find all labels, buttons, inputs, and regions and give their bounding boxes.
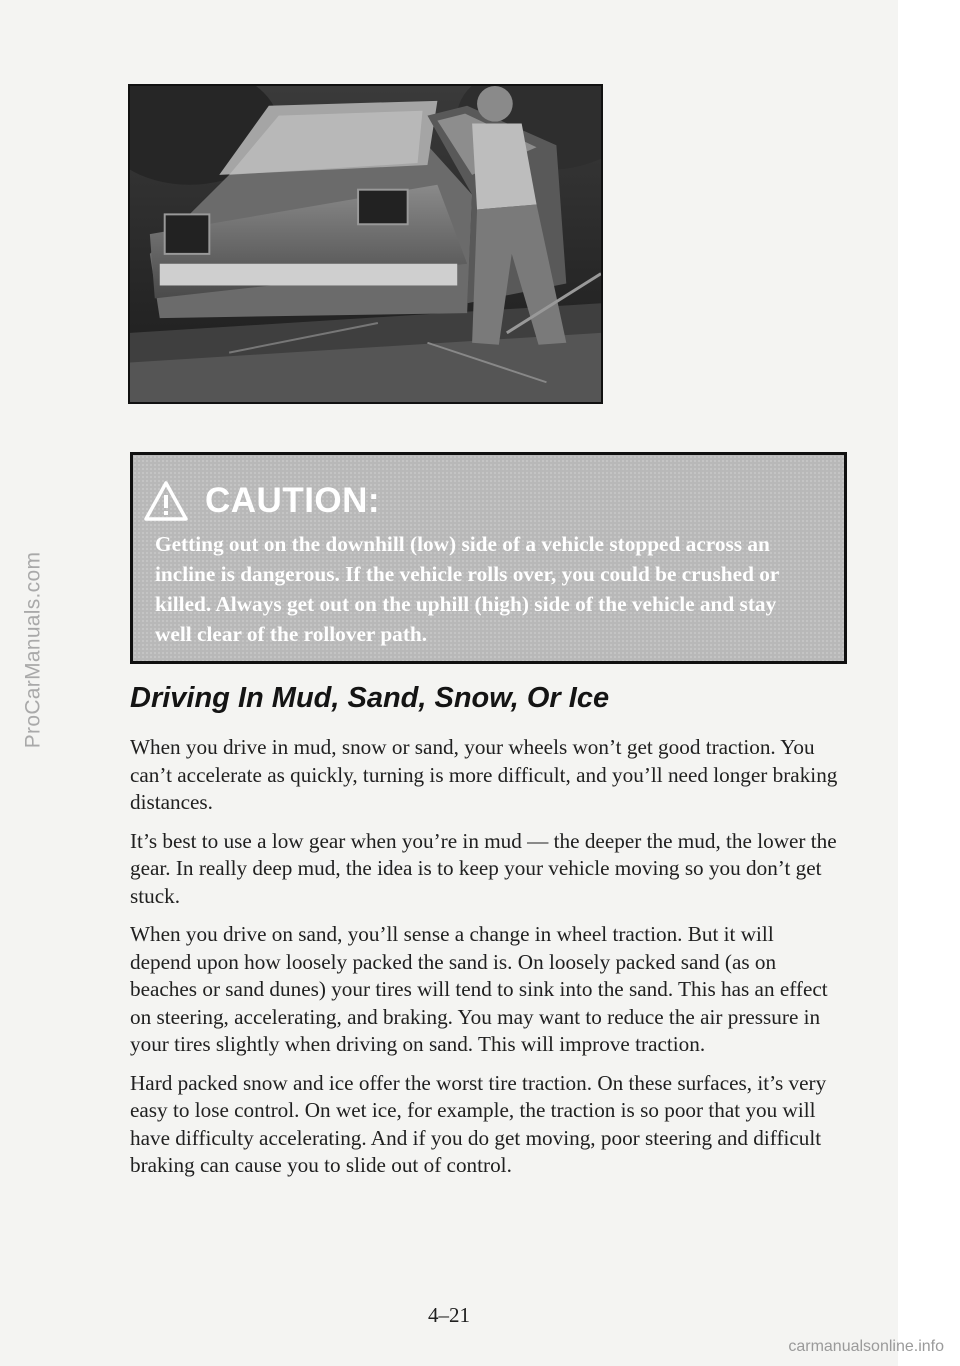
caution-title: CAUTION: — [205, 481, 381, 520]
section-title: Driving In Mud, Sand, Snow, Or Ice — [130, 682, 610, 714]
caution-text: Getting out on the downhill (low) side of a vehicle stopped across an incline is dangerous. If the vehicle rolls over, you could be crushed or killed. Always get out on the uphill (high) side of the vehicle and stay well clear of the rollover path. — [155, 532, 779, 646]
vehicle-photo — [128, 84, 603, 404]
bottom-watermark: carmanualsonline.info — [788, 1338, 944, 1355]
body-text — [130, 734, 840, 1191]
side-watermark — [22, 240, 44, 1060]
side-watermark-text: ProCarManuals.com — [21, 551, 44, 749]
paragraph-traction: When you drive in mud, snow or sand, your wheels won’t get good traction. You can’t accelerate as quickly, turning is more difficult, and you’ll need longer braking distances. — [130, 735, 838, 814]
paragraph-snow-ice: Hard packed snow and ice offer the worst tire traction. On these surfaces, it’s very easy to lose control. On wet ice, for example, the traction is so poor that you will have difficulty accelerating. And if you do get moving, poor steering and difficult braking can cause you to slide out of control. — [130, 1070, 827, 1177]
paragraph-sand: When you drive on sand, you’ll sense a change in wheel traction. But it will depend upon how loosely packed the sand is. On loosely packed sand (as on beaches or sand dunes) your tires will tend to sink into the sand. This has an effect on steering, accelerating, and braking. You may want to reduce the air pressure in your tires slightly when driving on sand. This will improve traction. — [130, 922, 828, 1056]
warning-triangle-icon — [143, 480, 189, 522]
caution-box — [130, 452, 847, 664]
caution-header — [143, 480, 380, 522]
paragraph-mud: It’s best to use a low gear when you’re in mud — the deeper the mud, the lower the gear. In really deep mud, the idea is to keep your vehicle moving so you don’t get stuck. — [130, 828, 837, 908]
page-number: 4–21 — [428, 1303, 470, 1327]
vehicle-photo-illustration — [130, 86, 601, 402]
